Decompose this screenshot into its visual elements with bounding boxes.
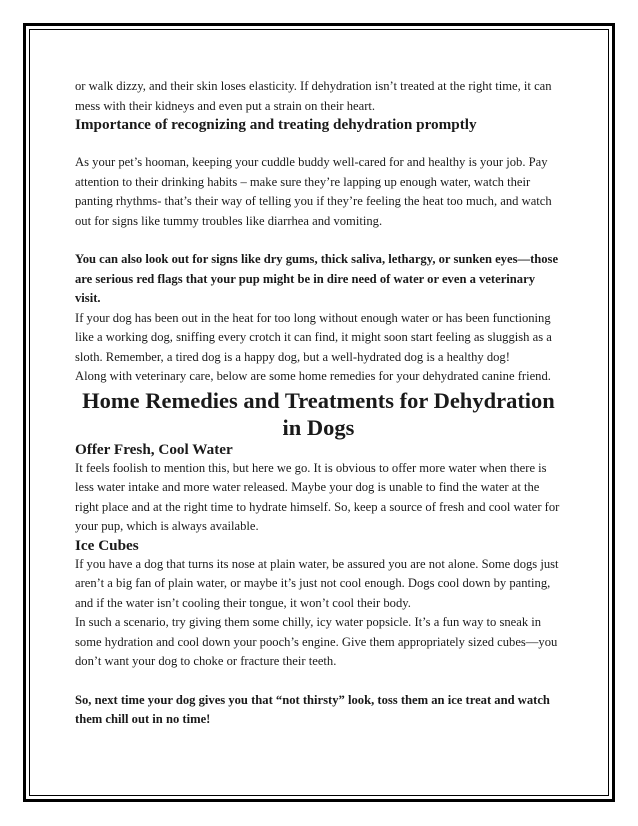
heat-paragraph: If your dog has been out in the heat for too long without enough water or has been functioning like a working dog, sniffing every crotch it can find, it might soon start feeling as sluggish as a sloth. Remember, a tired dog is a happy dog, but a well-hydrated dog is a healthy dog! (75, 310, 552, 364)
closing-paragraph: So, next time your dog gives you that “not thirsty” look, toss them an ice treat and watch them chill out in no time! (75, 692, 550, 726)
document-body (75, 77, 562, 730)
importance-heading: Importance of recognizing and treating dehydration promptly (75, 116, 477, 133)
spacer (75, 231, 562, 250)
intro-paragraph: or walk dizzy, and their skin loses elasticity. If dehydration isn’t treated at the right time, it can mess with their kidneys and even put a strain on their heart. (75, 79, 552, 113)
red-flags-paragraph: You can also look out for signs like dry gums, thick saliva, lethargy, or sunken eyes—those are serious red flags that your pup might be in dire need of water or even a veterinary visit. (75, 252, 559, 305)
spacer (75, 672, 562, 691)
fresh-water-heading: Offer Fresh, Cool Water (75, 440, 233, 458)
fresh-water-paragraph: It feels foolish to mention this, but here we go. It is obvious to offer more water when there is less water intake and more water released. Maybe your dog is unable to find the water at the right place and at the right time to hydrate himself. So, keep a source of fresh and cool water for your pup, which is always available. (75, 460, 560, 533)
ice-cubes-paragraph-1: If you have a dog that turns its nose at plain water, be assured you are not alone. Some dogs just aren’t a big fan of plain water, or maybe it’s just not cool enough. Dogs cool down by panting, and if the water isn’t cooling their tongue, it won’t cool their body. (75, 556, 559, 610)
home-remedies-heading: Home Remedies and Treatments for Dehydration in Dogs (82, 387, 555, 440)
ice-cubes-heading: Ice Cubes (75, 536, 139, 554)
hooman-paragraph: As your pet’s hooman, keeping your cuddle buddy well-cared for and healthy is your job. Pay attention to their drinking habits – make sure they’re lapping up enough water, watch their panting rhythms- that’s their way of telling you if they’re feeling the heat too much, and watch out for signs like tummy troubles like diarrhea and vomiting. (75, 155, 552, 228)
along-paragraph: Along with veterinary care, below are some home remedies for your dehydrated canine friend. (75, 369, 551, 383)
ice-cubes-paragraph-2: In such a scenario, try giving them some chilly, icy water popsicle. It’s a fun way to sneak in some hydration and cool down your pooch’s engine. Give them appropriately sized cubes—you don’t want your dog to choke or fracture their teeth. (75, 615, 558, 668)
spacer (75, 134, 562, 153)
